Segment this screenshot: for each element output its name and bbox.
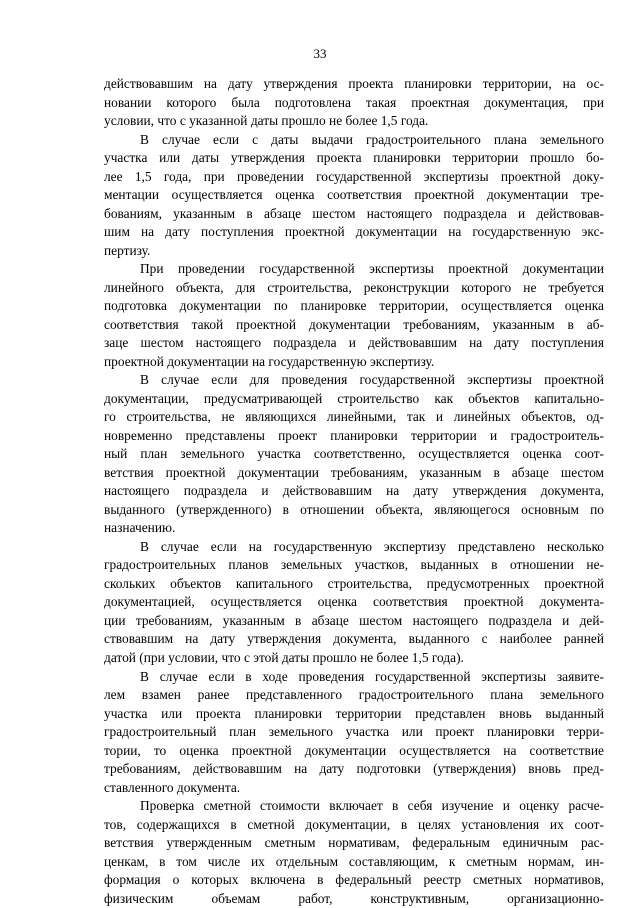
text-line: линейного объекта, для строительства, реконструкции которого не требуется (104, 279, 604, 295)
text-line: соответствия такой проектной документации требованиям, указанным в аб- (104, 316, 604, 332)
text-line: участка или проекта планировки территории представлен вновь выданный (104, 705, 604, 721)
text-line: ментации осуществляется оценка соответствия проектной документации тре- (104, 187, 604, 203)
text-line: лем взамен ранее представленного градостроительного плана земельного (104, 687, 604, 703)
text-line: ветствия утвержденным сметным нормативам, федеральным единичным рас- (104, 835, 604, 851)
text-line: бованиям, указанным в абзаце шестом настоящего подраздела и действовав- (104, 205, 604, 221)
text-line: проектной документации на государственную экспертизу. (104, 353, 435, 369)
text-line: ствовавшим на дату утверждения документа, выданного с наиболее ранней (104, 631, 604, 647)
text-line: В случае если с даты выдачи градостроительного плана земельного (140, 131, 604, 147)
text-line: датой (при условии, что с этой даты прошло не более 1,5 года). (104, 649, 464, 665)
text-line: ный план земельного участка соответственно, осуществляется оценка соот- (104, 446, 604, 462)
text-line: скольких объектов капитального строительства, предусмотренных проектной (104, 575, 604, 591)
text-line: ставленного документа. (104, 779, 241, 795)
text-line: формация о которых включена в федеральный реестр сметных нормативов, (104, 872, 604, 888)
text-line: тории, то оценка проектной документации осуществляется на соответствие (104, 742, 604, 758)
text-line: заце шестом настоящего подраздела и действовавшим на дату поступления (104, 335, 604, 351)
paragraph (104, 797, 604, 908)
text-line: го строительства, не являющихся линейными, так и линейных объектов, од- (104, 409, 604, 425)
text-line: В случае если в ходе проведения государственной экспертизы заявите- (140, 668, 604, 684)
text-line: новременно представлены проект планировки территории и градостроитель- (104, 427, 604, 443)
text-line: тов, содержащихся в сметной документации, в целях установления их соот- (104, 816, 604, 832)
paragraph (104, 538, 604, 668)
text-line: ценкам, в том числе их отдельным составляющим, к сметным нормам, ин- (104, 853, 604, 869)
text-line: ции требованиям, указанным в абзаце шестом настоящего подраздела и дей- (104, 612, 604, 628)
paragraph (104, 75, 604, 131)
text-line: градостроительных планов земельных участков, выданных в отношении не- (104, 557, 604, 573)
text-line: документации, предусматривающей строительство как объектов капитально- (104, 390, 604, 406)
text-line: В случае если для проведения государственной экспертизы проектной (140, 372, 604, 388)
text-line: В случае если на государственную экспертизу представлено несколько (140, 538, 604, 554)
text-line: лее 1,5 года, при проведении государственной экспертизы проектной доку- (104, 168, 604, 184)
text-line: настоящего подраздела и действовавшим на дату утверждения документа, (104, 483, 604, 499)
text-line: градостроительный план земельного участка или проект планировки терри- (104, 724, 604, 740)
text-line: выданного (утвержденного) в отношении объекта, являющегося основным по (104, 501, 604, 517)
text-line: шим на дату поступления проектной документации на государственную экс- (104, 224, 604, 240)
text-line: новании которого была подготовлена такая проектная документация, при (104, 94, 604, 110)
text-line: пертизу. (104, 242, 151, 258)
text-line: документацией, осуществляется оценка соответствия проектной документа- (104, 594, 604, 610)
text-line: Проверка сметной стоимости включает в себя изучение и оценку расче- (140, 798, 604, 814)
body-text (104, 75, 604, 908)
page-number: 33 (313, 46, 327, 61)
paragraph (104, 668, 604, 798)
text-line: условии, что с указанной даты прошло не более 1,5 года. (104, 113, 429, 129)
paragraph (104, 131, 604, 261)
text-line: назначению. (104, 520, 176, 536)
text-line: ветствия проектной документации требованиям, указанным в абзаце шестом (104, 464, 604, 480)
text-line: действовавшим на дату утверждения проекта планировки территории, на ос- (104, 76, 604, 91)
paragraph (104, 371, 604, 538)
paragraph (104, 260, 604, 371)
text-line: физическим объемам работ, конструктивным, организационно- (104, 890, 604, 906)
text-line: При проведении государственной экспертизы проектной документации (140, 261, 604, 277)
text-line: участка или даты утверждения проекта планировки территории прошло бо- (104, 150, 604, 166)
text-line: требованиям, действовавшим на дату подготовки (утверждения) вновь пред- (104, 761, 604, 777)
text-line: подготовка документации по планировке территории, осуществляется оценка (104, 298, 604, 314)
